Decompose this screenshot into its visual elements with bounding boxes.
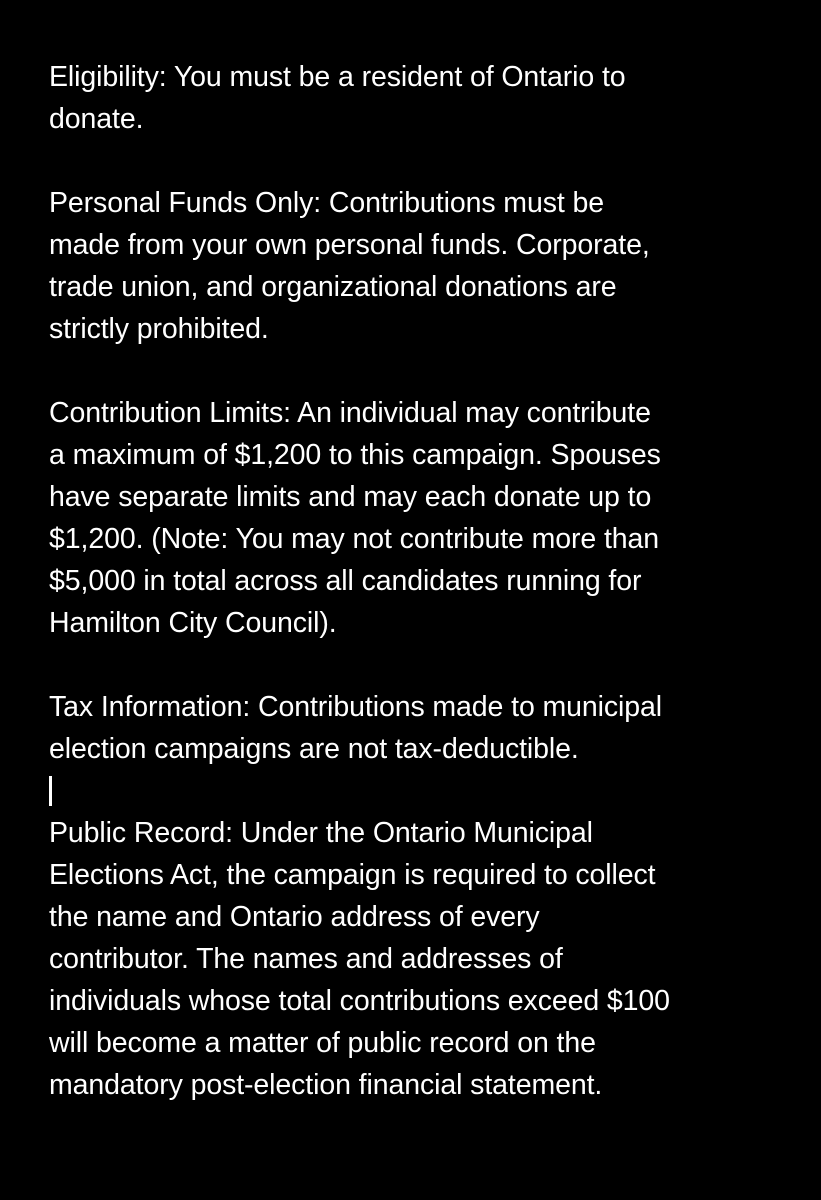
paragraph-contribution-limits: Contribution Limits: An individual may contribute a maximum of $1,200 to this campaign. Spouses have separate limits and may each donate up to $1,200. (Note: You may not contribute more than $5,000 in total across all candidates running for Hamilton City Council). xyxy=(49,397,661,639)
blank-line xyxy=(49,350,789,392)
paragraph-tax-information: Tax Information: Contributions made to municipal election campaigns are not tax-deductible. xyxy=(49,691,663,765)
blank-line xyxy=(49,140,789,182)
text-cursor xyxy=(49,776,52,806)
paragraph-eligibility: Eligibility: You must be a resident of Ontario to donate. xyxy=(49,61,626,135)
text-editor-body[interactable] xyxy=(49,56,789,1106)
paragraph-personal-funds: Personal Funds Only: Contributions must be made from your own personal funds. Corporate, trade union, and organizational donations are strictly prohibited. xyxy=(49,187,650,345)
paragraph-public-record: Public Record: Under the Ontario Municipal Elections Act, the campaign is required to collect the name and Ontario address of every contributor. The names and addresses of individuals whose total contributions exceed $100 will become a matter of public record on the mandatory post-election financial statement. xyxy=(49,817,670,1101)
cursor-line[interactable] xyxy=(49,770,789,812)
blank-line xyxy=(49,644,789,686)
